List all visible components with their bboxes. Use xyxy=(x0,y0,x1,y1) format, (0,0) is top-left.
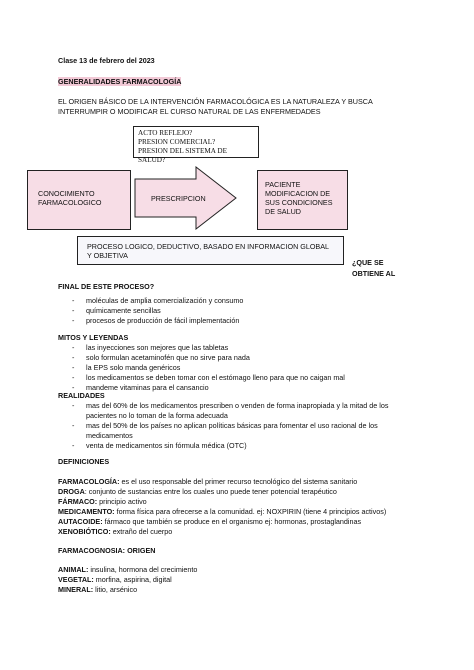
definition-term: AUTACOIDE: xyxy=(58,517,103,526)
factor-item: ACTO REFLEJO? xyxy=(138,129,193,137)
question-part-3: FINAL DE ESTE PROCESO? xyxy=(58,282,155,291)
factor-item: PRESION DEL SISTEMA DE SALUD? xyxy=(138,147,227,164)
definition-text: fármaco que también se produce en el organismo ej: hormonas, prostaglandinas xyxy=(102,517,362,526)
document-page: Clase 13 de febrero del 2023 GENERALIDADES FARMACOLOGÍA EL ORIGEN BÁSICO DE LA INTERVENCIÓN FARMACOLÓGICA ES LA NATURALEZA Y BUSCA INTERRUMPIR O MODIFICAR EL CURSO NATURAL DE LAS ENFERMEDADES ACTO REFLEJO? PRESION COMERCIAL? PRESION DEL SISTEMA DE SALUD? CONOCIMIENTO FARMACOLOGICO PRESCRIPCION PACIENTE MODIFICACION DE SUS CONDICIONES DE SALUD PROCESO LOGICO, DEDUCTIVO, BASADO EN INFORMACION GLOBAL Y OBJETIVA ¿QUE SE OBTIENE AL FINAL DE ESTE PROCESO? - moléculas de amplia comercialización y consumo - químicamente sencillas - procesos de producción de fácil implementación MITOS Y LEYENDAS - las inyecciones son mejores que las tabletas - solo formulan acetaminofén que no sirve para nada - la EPS solo manda genéricos - los medicamentos se deben tomar con el estómago lleno para que no caigan mal - mandeme vitaminas para el cansancio REALIDADES - mas del 60% de los medicamentos prescriben o venden de forma inapropiada y la mitad de los pacientes no lo toman de la forma adecuada - mas del 50% de los países no aplican políticas básicas para fomentar el uso racional de los medicamentos - venta de medicamentos sin fórmula médica (OTC) DEFINICIONES FARMACOLOGÍA: es el uso responsable del primer recurso tecnológico del sistema sanitario DROGA: conjunto de sustancias entre los cuales uno puede tener potencial terapéutico FÁRMACO: principio activo MEDICAMENTO: forma física para ofrecerse a la comunidad. ej: NOXPIRIN (tiene 4 principios activos) AUTACOIDE: fármaco que también se produce en el organismo ej: hormonas, prostaglandinas XENOBIÓTICO: extraño del cuerpo FARMACOGNOSIA: ORIGEN ANIMAL: insulina, hormona del crecimiento VEGETAL: morfina, aspirina, digital MINERAL: litio, arsénico xyxy=(0,0,474,670)
section-heading: GENERALIDADES FARMACOLOGÍA xyxy=(58,77,182,86)
process-line: Y OBJETIVA xyxy=(87,251,128,260)
realidades-heading: REALIDADES xyxy=(58,391,105,400)
origin-text: morfina, aspirina, digital xyxy=(93,575,172,584)
definition-text: extraño del cuerpo xyxy=(110,527,173,536)
list-item-continuation: pacientes no lo toman de la forma adecuada xyxy=(86,411,228,420)
knowledge-box xyxy=(27,170,131,230)
mitos-heading: MITOS Y LEYENDAS xyxy=(58,333,129,342)
definition-row xyxy=(58,507,386,516)
patient-line: PACIENTE xyxy=(265,180,301,189)
definition-text: forma física para ofrecerse a la comunidad. ej: NOXPIRIN (tiene 4 principios activos) xyxy=(114,507,387,516)
date-line: Clase 13 de febrero del 2023 xyxy=(58,56,155,65)
definition-row xyxy=(58,477,357,486)
patient-box xyxy=(257,170,348,230)
origin-text: litio, arsénico xyxy=(93,585,138,594)
list-item-continuation: medicamentos xyxy=(86,431,133,440)
definition-row xyxy=(58,487,337,496)
origin-term: ANIMAL: xyxy=(58,565,89,574)
origin-term: MINERAL: xyxy=(58,585,94,594)
definition-text: principio activo xyxy=(97,497,147,506)
patient-line: DE SALUD xyxy=(265,207,301,216)
factors-box xyxy=(133,126,259,164)
origin-row xyxy=(58,565,197,574)
definition-term: MEDICAMENTO: xyxy=(58,507,115,516)
origin-row xyxy=(58,585,137,594)
origin-text: insulina, hormona del crecimiento xyxy=(88,565,198,574)
origin-term: VEGETAL: xyxy=(58,575,94,584)
definiciones-heading: DEFINICIONES xyxy=(58,457,110,466)
definition-term: DROGA xyxy=(58,487,85,496)
definition-term: FÁRMACO: xyxy=(58,497,98,506)
process-line: PROCESO LOGICO, DEDUCTIVO, BASADO EN INFORMACION GLOBAL xyxy=(87,242,330,251)
definition-term: XENOBIÓTICO: xyxy=(58,527,111,536)
definition-row xyxy=(58,497,147,506)
intro-line-2: INTERRUMPIR O MODIFICAR EL CURSO NATURAL DE LAS ENFERMEDADES xyxy=(58,107,321,116)
definition-text: es el uso responsable del primer recurso tecnológico del sistema sanitario xyxy=(119,477,358,486)
farmacognosia-heading: FARMACOGNOSIA: ORIGEN xyxy=(58,546,156,555)
question-part-1: ¿QUE SE xyxy=(352,258,384,267)
definition-term: FARMACOLOGÍA: xyxy=(58,477,120,486)
factor-item: PRESION COMERCIAL? xyxy=(138,138,216,146)
definition-text: : conjunto de sustancias entre los cuales uno puede tener potencial terapéutico xyxy=(84,487,337,496)
patient-line: SUS CONDICIONES xyxy=(265,198,333,207)
definition-row xyxy=(58,527,172,536)
patient-line: MODIFICACION DE xyxy=(265,189,331,198)
question-part-2: OBTIENE AL xyxy=(352,269,396,278)
knowledge-line: CONOCIMIENTO xyxy=(38,189,95,198)
process-box xyxy=(77,236,344,265)
prescription-label: PRESCRIPCION xyxy=(151,194,206,203)
knowledge-line: FARMACOLOGICO xyxy=(38,198,102,207)
intro-line-1: EL ORIGEN BÁSICO DE LA INTERVENCIÓN FARMACOLÓGICA ES LA NATURALEZA Y BUSCA xyxy=(58,97,373,106)
definition-row xyxy=(58,517,361,526)
origin-row xyxy=(58,575,172,584)
